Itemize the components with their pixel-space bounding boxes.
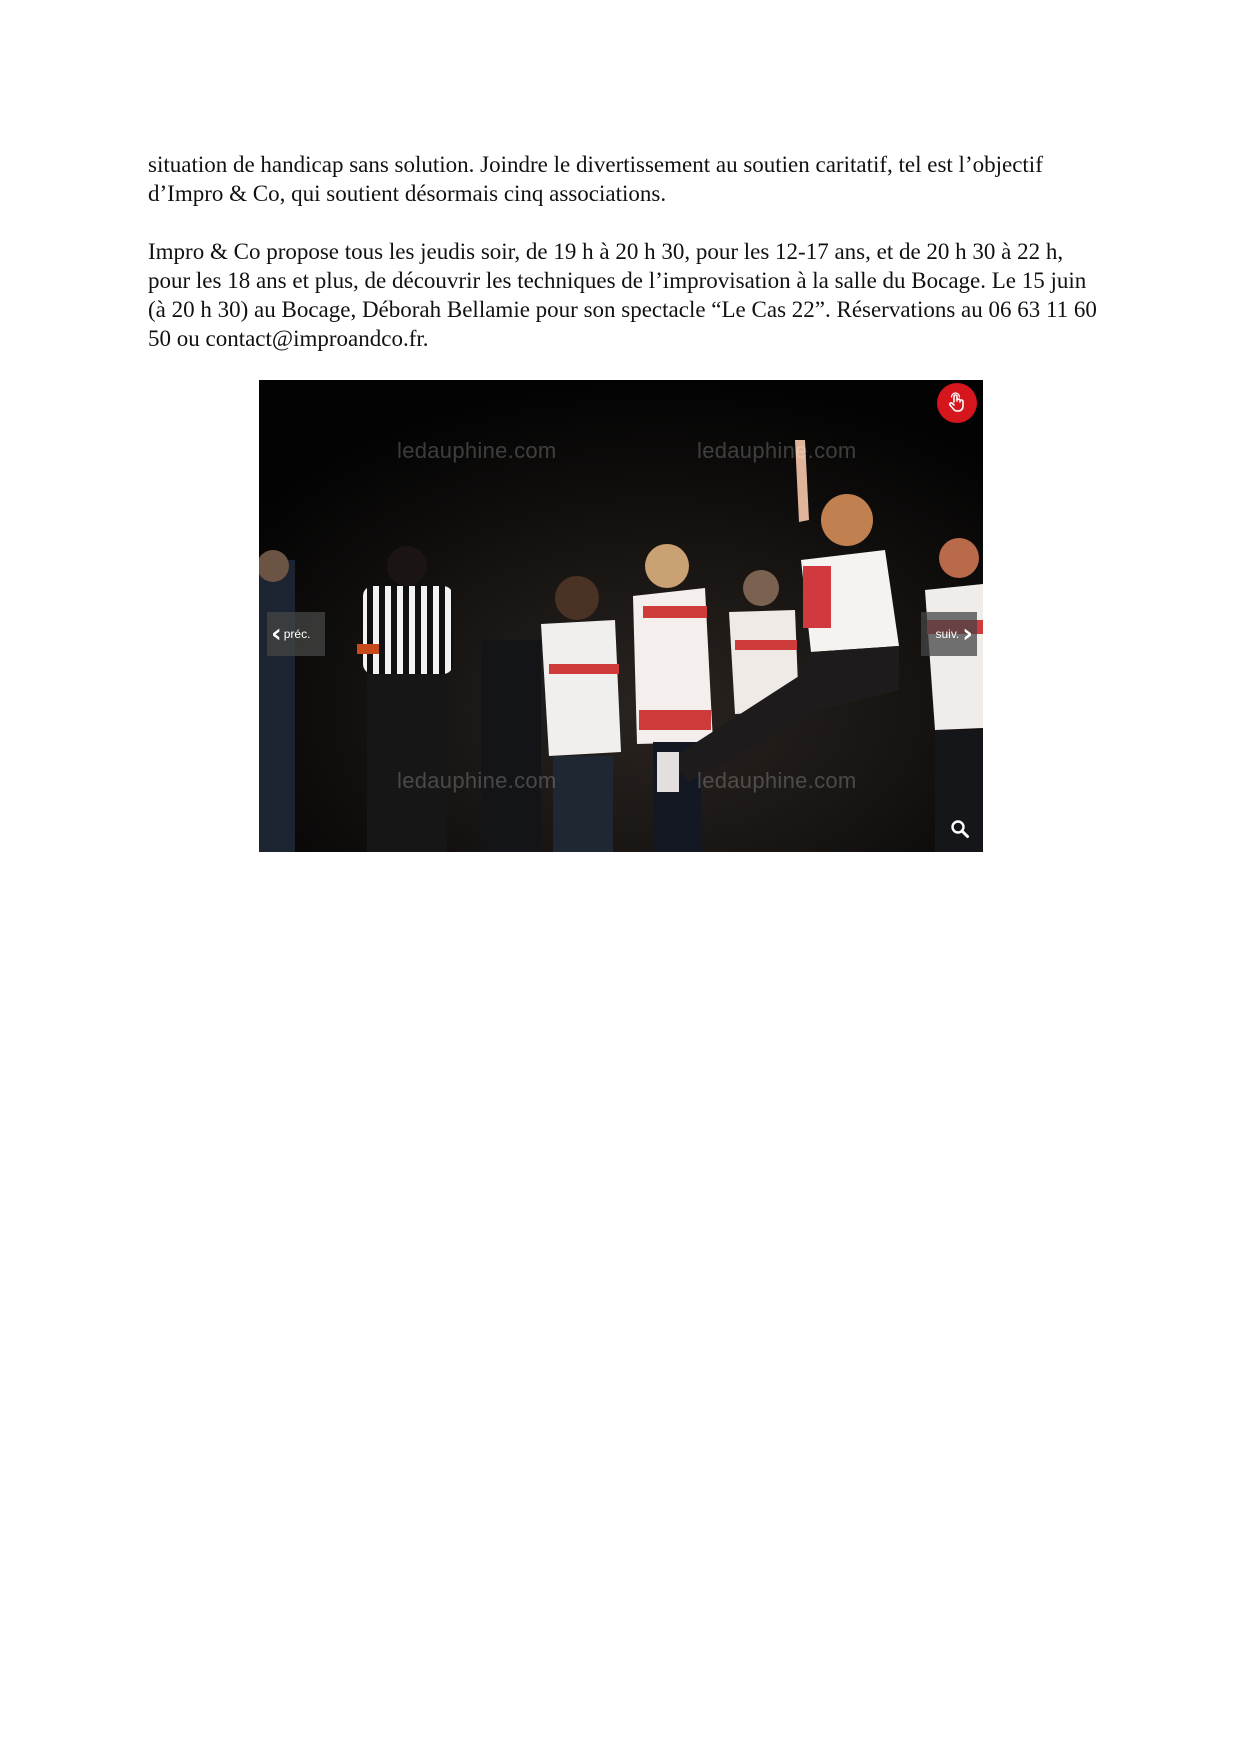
next-label: suiv. (935, 627, 960, 641)
watermark-text: ledauphine.com (397, 438, 557, 463)
previous-button[interactable] (267, 612, 325, 656)
article-body (148, 150, 1108, 353)
watermark-text: ledauphine.com (697, 768, 857, 793)
article-paragraph: situation de handicap sans solution. Joindre le divertissement au soutien caritatif, tel est l’objectif d’Impro & Co, qui soutient désormais cinq associations. (148, 152, 1043, 206)
watermark-text: ledauphine.com (397, 768, 557, 793)
photo-gallery (259, 380, 983, 852)
chevron-right-icon: › (962, 619, 973, 649)
magnifier-glyph (950, 819, 970, 839)
magnifier-icon[interactable] (947, 816, 973, 842)
chevron-left-icon: ‹ (271, 619, 282, 649)
hand-touch-glyph (945, 391, 969, 415)
previous-label: préc. (283, 627, 311, 641)
article-paragraph: Impro & Co propose tous les jeudis soir, de 19 h à 20 h 30, pour les 12-17 ans, et de 20 h 30 à 22 h, pour les 18 ans et plus, de découvrir les techniques de l’improvisation à la salle du Bocage. Le 15 juin (à 20 h 30) au Bocage, Déborah Bellamie pour son spectacle “Le Cas 22”. Réservations au 06 63 11 60 50 ou contact@improandco.fr. (148, 239, 1097, 351)
next-button[interactable] (921, 612, 977, 656)
hand-touch-icon[interactable] (937, 383, 977, 423)
watermark-text: ledauphine.com (697, 438, 857, 463)
gallery-photo (259, 380, 983, 852)
